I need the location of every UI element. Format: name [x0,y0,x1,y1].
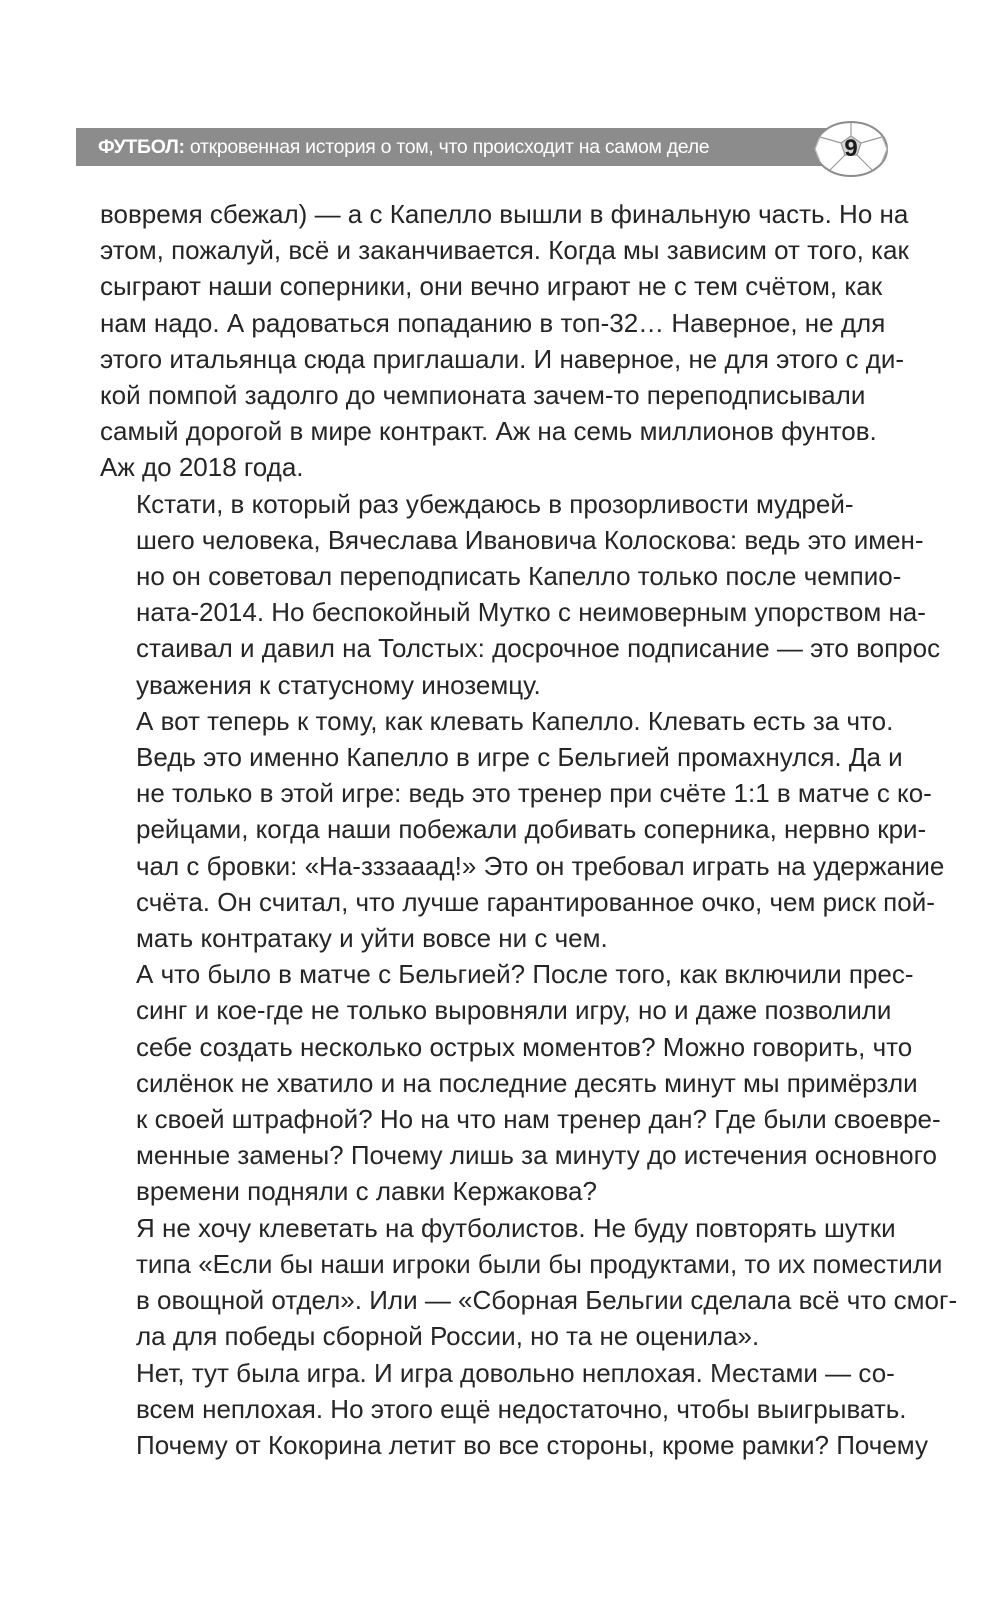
paragraph [100,196,909,486]
text-line: Ведь это именно Капелло в игре с Бельгией промахнулся. Да и [136,742,903,773]
text-line: стаивал и давил на Толстых: досрочное подписание — это вопрос [136,633,941,664]
text-line: самый дорогой в мире контракт. Аж на семь миллионов фунтов. [100,416,877,447]
text-line: Я не хочу клеветать на футболистов. Не буду повторять шутки [136,1212,896,1243]
text-line: Почему от Кокорина летит во все стороны, кроме рамки? Почему [136,1429,928,1460]
text-line: ла для победы сборной России, но та не оценила». [136,1321,760,1352]
text-line: вовремя сбежал) — а с Капелло вышли в финальную часть. Но на [100,199,909,229]
text-line: кой помпой задолго до чемпионата зачем-то переподписывали [100,380,866,411]
text-line: чал с бровки: «На-зззааад!» Это он требовал играть на удержание [136,850,945,881]
text-line: Нет, тут была игра. И игра довольно неплохая. Местами — со- [136,1357,895,1388]
running-header-title-bold: ФУТБОЛ: [98,136,185,158]
page-number: 9 [844,135,858,162]
page-number-badge [812,120,890,178]
text-line: шего человека, Вячеслава Ивановича Колоскова: ведь это имен- [136,524,924,555]
text-line: к своей штрафной? Но на что нам тренер дан? Где были своевре- [136,1104,941,1135]
text-line: А вот теперь к тому, как клевать Капелло. Клевать есть за что. [136,705,894,736]
text-line: ната-2014. Но беспокойный Мутко с неимоверным упорством на- [136,597,926,628]
text-line: но он советовал переподписать Капелло только после чемпио- [136,561,902,592]
text-line: не только в этой игре: ведь это тренер при счёте 1:1 в матче с ко- [136,778,932,809]
paragraph [100,1355,928,1464]
text-line: этом, пожалуй, всё и заканчивается. Когда мы зависим от того, как [100,235,909,266]
text-line: этого итальянца сюда приглашали. И наверное, не для этого с ди- [100,343,905,374]
text-line: силёнок не хватило и на последние десять минут мы примёрзли [136,1067,918,1098]
paragraph [100,956,941,1209]
text-line: уважения к статусному иноземцу. [136,669,541,700]
text-line: себе создать несколько острых моментов? Можно говорить, что [136,1031,913,1062]
text-line: Кстати, в который раз убеждаюсь в прозорливости мудрей- [136,488,854,519]
text-line: сыграют наши соперники, они вечно играют не с тем счётом, как [100,271,883,302]
text-line: нам надо. А радоваться попаданию в топ-32… Наверное, не для [100,307,886,338]
text-line: времени подняли с лавки Кержакова? [136,1176,597,1207]
text-line: менные замены? Почему лишь за минуту до истечения основного [136,1140,938,1171]
text-line: синг и кое-где не только выровняли игру, но и даже позволили [136,995,892,1026]
paragraph [100,486,941,703]
text-line: Аж до 2018 года. [100,452,304,483]
body-text [100,196,958,1463]
text-line: мать контратаку и уйти вовсе ни с чем. [136,923,608,954]
paragraph [100,1210,958,1355]
text-line: типа «Если бы наши игроки были бы продуктами, то их поместили [136,1248,943,1279]
paragraph [100,703,945,956]
text-line: счёта. Он считал, что лучше гарантированное очко, чем риск пой- [136,886,935,917]
text-line: А что было в матче с Бельгией? После того, как включили прес- [136,959,914,990]
running-header-title [98,128,709,166]
text-line: рейцами, когда наши побежали добивать соперника, нервно кри- [136,814,927,845]
text-line: в овощной отдел». Или — «Сборная Бельгии сделала всё что смог- [136,1285,958,1316]
running-header-title-rest: откровенная история о том, что происходит на самом деле [189,136,710,158]
text-line: всем неплохая. Но этого ещё недостаточно, чтобы выигрывать. [136,1393,907,1424]
